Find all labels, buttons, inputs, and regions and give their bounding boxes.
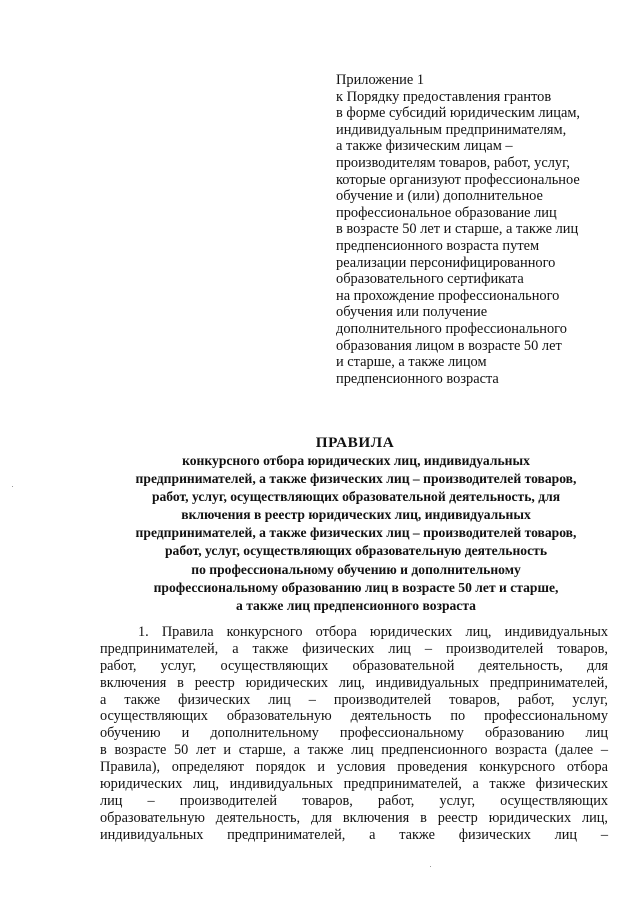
appendix-line: образования лицом в возрасте 50 лет (336, 337, 562, 354)
body-line: в возрасте 50 лет и старше, а также лиц предпенсионного возраста (далее – (100, 742, 608, 759)
body-line: Правила), определяют порядок и условия проведения конкурсного отбора (100, 759, 608, 776)
appendix-header (336, 72, 621, 387)
subtitle-line: профессиональному образованию лиц в возрасте 50 лет и старше, (153, 579, 559, 595)
appendix-line: Приложение 1 (336, 72, 425, 88)
appendix-line: дополнительного профессионального (336, 320, 567, 337)
body-line: включения в реестр юридических лиц, индивидуальных предпринимателей, (100, 674, 608, 691)
appendix-line: а также физическим лицам – (336, 138, 513, 155)
body-line: а также физических лиц – производителей товаров, работ, услуг, (100, 691, 608, 708)
body-line: обучению и дополнительному профессиональному образованию лиц (100, 725, 608, 742)
appendix-line: обучение и (или) дополнительное (336, 188, 543, 205)
body-line: работ, услуг, осуществляющих образовательной деятельность, для (100, 657, 608, 674)
appendix-line: предпенсионного возраста путем (336, 237, 540, 254)
appendix-line: в форме субсидий юридическим лицам, (336, 105, 581, 122)
rules-title: ПРАВИЛА (315, 434, 395, 451)
appendix-line: обучения или получение (336, 304, 488, 321)
subtitle-line: работ, услуг, осуществляющих образовательной деятельность, для (151, 489, 561, 505)
appendix-line: и старше, а также лицом (336, 354, 487, 371)
appendix-line: образовательного сертификата (336, 271, 524, 288)
subtitle-line: предпринимателей, а также физических лиц – производителей товаров, (135, 471, 577, 487)
appendix-line: в возрасте 50 лет и старше, а также лиц (336, 221, 579, 238)
appendix-line: предпенсионного возраста (336, 370, 499, 387)
body-line: 1. Правила конкурсного отбора юридических лиц, индивидуальных (138, 624, 608, 640)
scan-speck (12, 486, 13, 487)
appendix-line: которые организуют профессиональное (336, 171, 580, 188)
appendix-line: на прохождение профессионального (336, 287, 560, 304)
appendix-line: индивидуальным предпринимателям, (336, 121, 567, 138)
body-line: образовательную деятельность, для включения в реестр юридических лиц, (100, 809, 608, 826)
rules-subtitle (96, 452, 616, 615)
subtitle-line: по профессиональному обучению и дополнительному (191, 561, 521, 577)
subtitle-line: включения в реестр юридических лиц, индивидуальных (181, 507, 531, 523)
scan-speck (430, 866, 431, 867)
appendix-line: профессиональное образование лиц (336, 204, 557, 221)
body-line: индивидуальных предпринимателей, а также физических лиц – (100, 826, 608, 843)
body-line: юридических лиц, индивидуальных предпринимателей, а также физических (100, 776, 608, 793)
body-paragraph (100, 624, 608, 844)
appendix-line: производителям товаров, работ, услуг, (336, 154, 570, 171)
body-line: лиц – производителей товаров, работ, услуг, осуществляющих (100, 792, 608, 809)
subtitle-line: конкурсного отбора юридических лиц, индивидуальных (182, 453, 530, 468)
subtitle-line: предпринимателей, а также физических лиц – производителей товаров, (135, 525, 577, 541)
appendix-line: к Порядку предоставления грантов (336, 88, 552, 105)
appendix-line: реализации персонифицированного (336, 254, 556, 271)
body-line: предпринимателей, а также физических лиц – производителей товаров, (100, 640, 608, 657)
subtitle-line: а также лиц предпенсионного возраста (236, 597, 476, 613)
body-line: осуществляющих образовательную деятельность по профессиональному (100, 708, 608, 725)
subtitle-line: работ, услуг, осуществляющих образовательную деятельность (164, 543, 548, 559)
